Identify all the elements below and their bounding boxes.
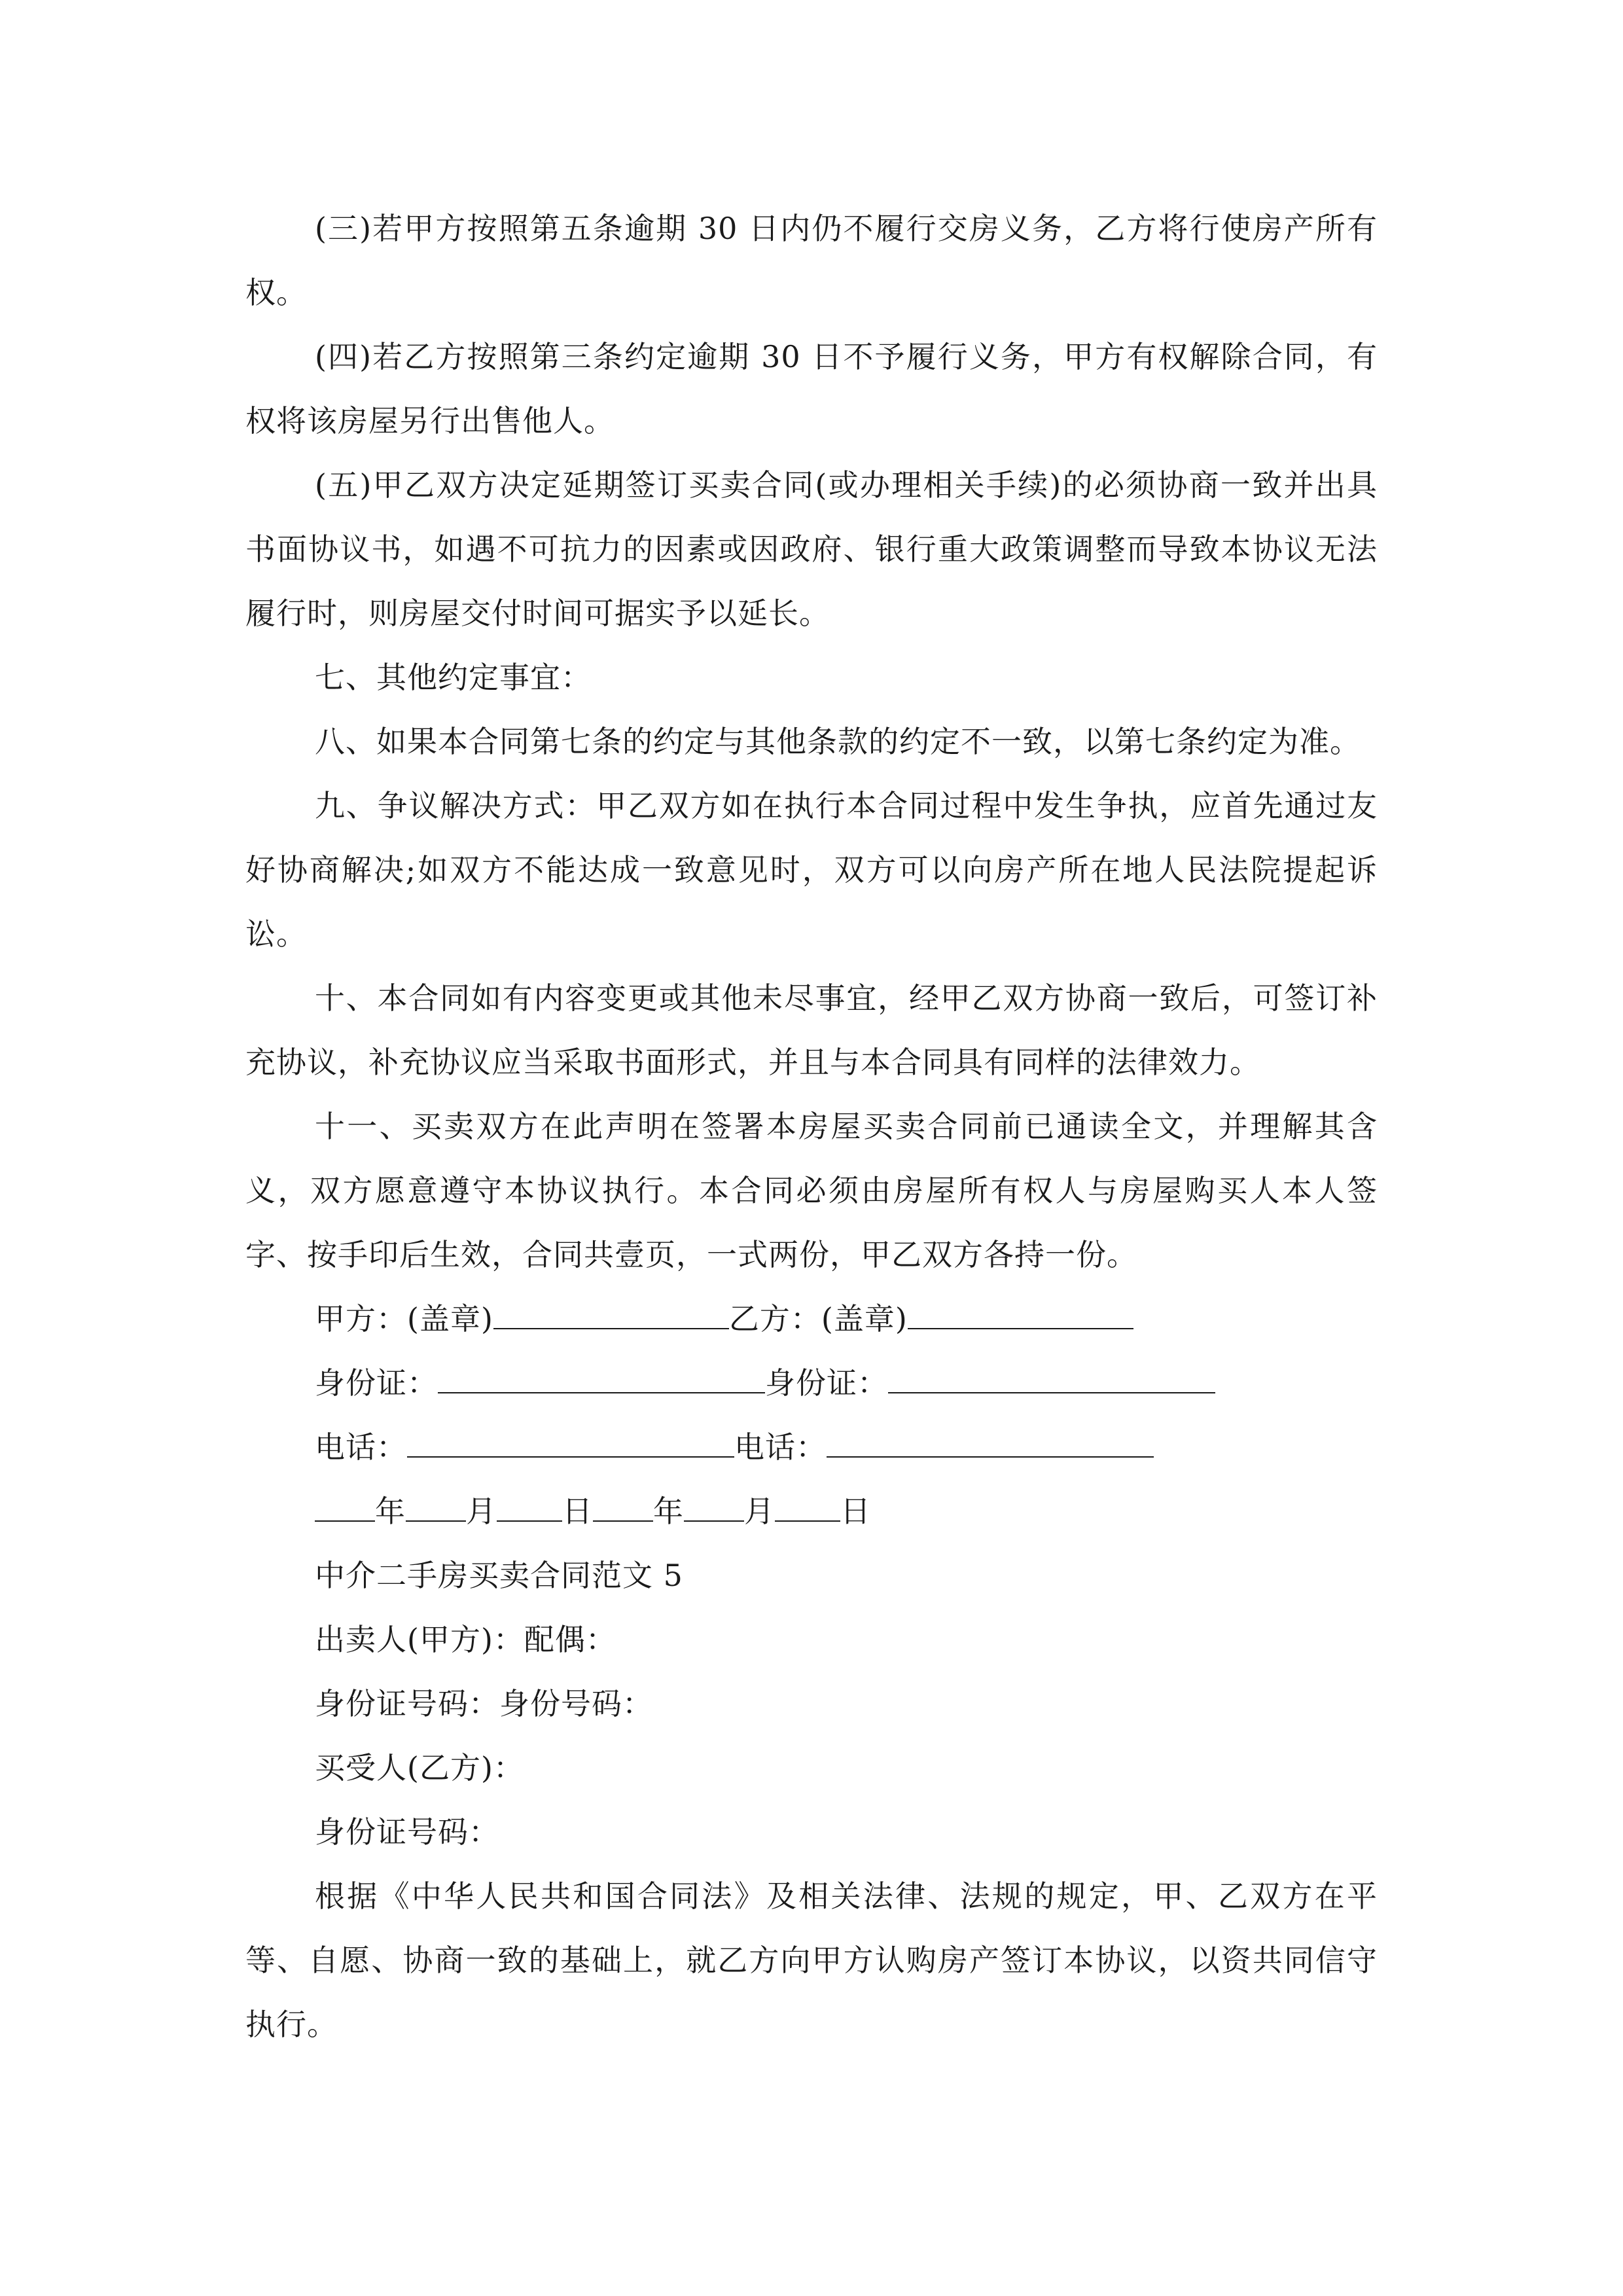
phone-a-blank — [407, 1430, 734, 1458]
year-b-blank — [593, 1494, 653, 1522]
id-b-blank — [888, 1366, 1215, 1393]
party-b-seal-label: 乙方：(盖章) — [728, 1301, 908, 1336]
id-line — [245, 1351, 1378, 1415]
day-a-label: 日 — [562, 1494, 593, 1529]
phone-b-blank — [827, 1430, 1154, 1458]
year-a-label: 年 — [375, 1494, 406, 1529]
phone-b-label: 电话： — [734, 1429, 827, 1465]
section-11: 十一、买卖双方在此声明在签署本房屋买卖合同前已通读全文，并理解其含义，双方愿意遵守本协议执行。本合同必须由房屋所有权人与房屋购买人本人签字、按手印后生效，合同共壹页，一式两份，甲乙双方各持一份。 — [245, 1109, 1378, 1272]
date-line — [245, 1479, 1378, 1543]
preamble: 根据《中华人民共和国合同法》及相关法律、法规的规定，甲、乙双方在平等、自愿、协商一致的基础上，就乙方向甲方认购房产签订本协议，以资共同信守执行。 — [245, 1878, 1378, 2042]
phone-line — [245, 1415, 1378, 1479]
party-a-seal-blank — [493, 1302, 729, 1329]
year-a-blank — [315, 1494, 375, 1522]
day-b-blank — [775, 1494, 840, 1522]
section-8: 八、如果本合同第七条的约定与其他条款的约定不一致，以第七条约定为准。 — [315, 724, 1361, 759]
id-b-label: 身份证： — [765, 1365, 888, 1401]
document-body — [245, 196, 1378, 2056]
month-a-blank — [406, 1494, 466, 1522]
seller-id-line: 身份证号码：身份号码： — [315, 1686, 653, 1721]
section-9: 九、争议解决方式：甲乙双方如在执行本合同过程中发生争执，应首先通过友好协商解决;如双方不能达成一致意见时，双方可以向房产所在地人民法院提起诉讼。 — [245, 788, 1378, 952]
section-10: 十、本合同如有内容变更或其他未尽事宜，经甲乙双方协商一致后，可签订补充协议，补充协议应当采取书面形式，并且与本合同具有同样的法律效力。 — [245, 980, 1378, 1080]
clause-3: (三)若甲方按照第五条逾期 30 日内仍不履行交房义务，乙方将行使房产所有权。 — [245, 211, 1378, 310]
buyer-id-line: 身份证号码： — [315, 1814, 499, 1850]
clause-4: (四)若乙方按照第三条约定逾期 30 日不予履行义务，甲方有权解除合同，有权将该房屋另行出售他人。 — [245, 339, 1378, 439]
month-a-label: 月 — [466, 1494, 497, 1529]
sample-5-heading: 中介二手房买卖合同范文 5 — [315, 1558, 683, 1593]
id-a-blank — [438, 1366, 765, 1393]
year-b-label: 年 — [653, 1494, 684, 1529]
buyer-line: 买受人(乙方)： — [315, 1750, 524, 1785]
id-a-label: 身份证： — [315, 1365, 438, 1401]
seller-line: 出卖人(甲方)：配偶： — [315, 1622, 616, 1657]
month-b-label: 月 — [744, 1494, 775, 1529]
clause-5: (五)甲乙双方决定延期签订买卖合同(或办理相关手续)的必须协商一致并出具书面协议书，如遇不可抗力的因素或因政府、银行重大政策调整而导致本协议无法履行时，则房屋交付时间可据实予以延长。 — [245, 467, 1378, 631]
seal-line — [245, 1287, 1378, 1351]
phone-a-label: 电话： — [315, 1429, 407, 1465]
day-b-label: 日 — [840, 1494, 871, 1529]
day-a-blank — [497, 1494, 562, 1522]
section-7: 七、其他约定事宜： — [315, 660, 592, 695]
party-b-seal-blank — [908, 1302, 1133, 1329]
month-b-blank — [684, 1494, 744, 1522]
party-a-seal-label: 甲方：(盖章) — [315, 1301, 493, 1336]
